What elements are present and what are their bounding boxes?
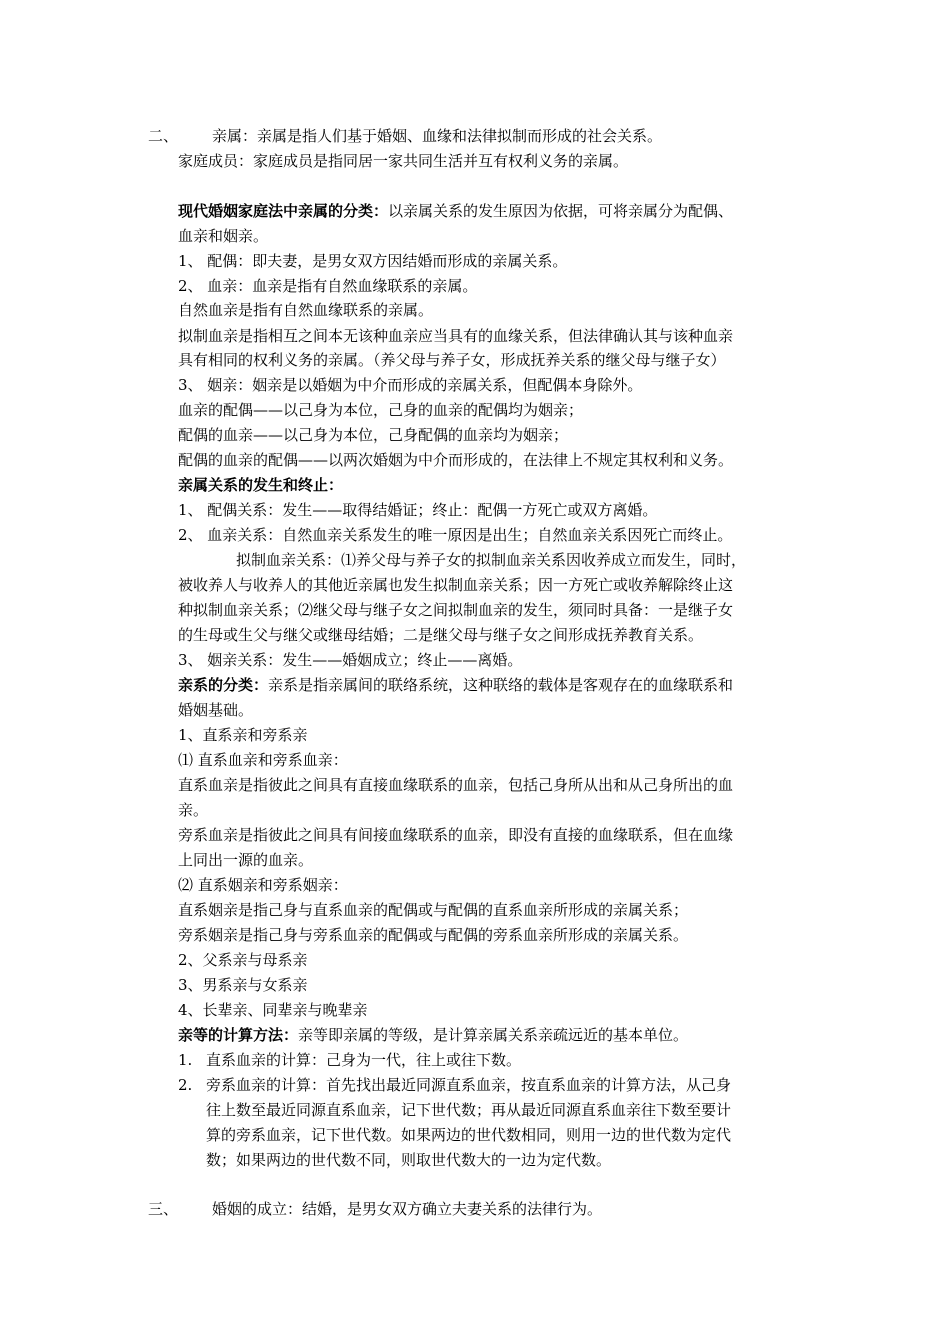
inlaw-type-c: 配偶的血亲的配偶——以两次婚姻为中介而形成的，在法律上不规定其权利和义务。 <box>178 451 734 469</box>
kinship-text-cont: 婚姻基础。 <box>178 701 254 719</box>
classification-text: 以亲属关系的发生原因为依据，可将亲属分为配偶、 <box>388 202 734 220</box>
occurrence-fictive-blood-cont-1: 被收养人与收养人的其他近亲属也发生拟制血亲关系；因一方死亡或收养解除终止这 <box>178 576 734 594</box>
section-3-number: 三、 <box>148 1200 179 1218</box>
kinship-heading: 亲系的分类： <box>178 676 269 694</box>
degree-paragraph <box>178 1023 688 1047</box>
section-2-number: 二、 <box>148 127 179 145</box>
degree-item-2-text: 旁系血亲的计算：首先找出最近同源直系血亲，按直系血亲的计算方法，从己身 <box>206 1076 732 1094</box>
kinship-item-1a: ⑴ 直系血亲和旁系血亲： <box>178 751 348 769</box>
fictive-blood-definition: 拟制血亲是指相互之间本无该种血亲应当具有的血缘关系，但法律确认其与该种血亲 <box>178 327 734 345</box>
family-member-definition: 家庭成员：家庭成员是指同居一家共同生活并互有权利义务的亲属。 <box>178 152 629 170</box>
direct-inlaw-definition: 直系姻亲是指己身与直系血亲的配偶或与配偶的直系血亲所形成的亲属关系； <box>178 901 689 919</box>
occurrence-heading: 亲属关系的发生和终止： <box>178 476 344 494</box>
inlaw-type-b: 配偶的血亲——以己身为本位，己身配偶的血亲均为姻亲； <box>178 426 569 444</box>
degree-heading: 亲等的计算方法： <box>178 1026 299 1044</box>
occurrence-fictive-blood: 拟制血亲关系：⑴养父母与养子女的拟制血亲关系因收养成立而发生，同时， <box>236 551 747 569</box>
degree-item-2-number: 2. <box>178 1076 193 1094</box>
fictive-blood-definition-cont: 具有相同的权利义务的亲属。（养父母与养子女，形成抚养关系的继父母与继子女） <box>178 351 726 369</box>
kinship-item-1: 1、直系亲和旁系亲 <box>178 726 308 744</box>
list-item-spouse: 1、 配偶：即夫妻，是男女双方因结婚而形成的亲属关系。 <box>178 252 568 270</box>
kinship-item-4: 4、长辈亲、同辈亲与晚辈亲 <box>178 1001 368 1019</box>
occurrence-inlaw: 3、 姻亲关系：发生——婚姻成立；终止——离婚。 <box>178 651 523 669</box>
collateral-blood-definition-cont: 上同出一源的血亲。 <box>178 851 314 869</box>
classification-heading: 现代婚姻家庭法中亲属的分类： <box>178 202 389 220</box>
natural-blood-definition: 自然血亲是指有自然血缘联系的亲属。 <box>178 301 434 319</box>
direct-blood-definition-cont: 亲。 <box>178 801 209 819</box>
occurrence-fictive-blood-cont-3: 的生母或生父与继父或继母结婚；二是继父母与继子女之间形成抚养教育关系。 <box>178 626 704 644</box>
classification-text-cont: 血亲和姻亲。 <box>178 227 269 245</box>
degree-item-1-number: 1. <box>178 1051 193 1069</box>
section-2-title: 亲属：亲属是指人们基于婚姻、血缘和法律拟制而形成的社会关系。 <box>212 127 663 145</box>
kinship-paragraph <box>178 673 733 697</box>
classification-paragraph <box>178 199 733 223</box>
degree-text: 亲等即亲属的等级，是计算亲属关系亲疏远近的基本单位。 <box>298 1026 689 1044</box>
degree-item-1-text: 直系血亲的计算：己身为一代，往上或往下数。 <box>206 1051 522 1069</box>
degree-item-2-text-cont-1: 往上数至最近同源直系血亲，记下世代数；再从最近同源直系血亲往下数至要计 <box>206 1101 732 1119</box>
section-3-title: 婚姻的成立：结婚，是男女双方确立夫妻关系的法律行为。 <box>212 1200 603 1218</box>
collateral-inlaw-definition: 旁系姻亲是指己身与旁系血亲的配偶或与配偶的旁系血亲所形成的亲属关系。 <box>178 926 689 944</box>
collateral-blood-definition: 旁系血亲是指彼此之间具有间接血缘联系的血亲，即没有直接的血缘联系，但在血缘 <box>178 826 734 844</box>
kinship-item-3: 3、男系亲与女系亲 <box>178 976 308 994</box>
degree-item-2-text-cont-2: 算的旁系血亲，记下世代数。如果两边的世代数相同，则用一边的世代数为定代 <box>206 1126 732 1144</box>
inlaw-type-a: 血亲的配偶——以己身为本位，己身的血亲的配偶均为姻亲； <box>178 401 584 419</box>
occurrence-blood: 2、 血亲关系：自然血亲关系发生的唯一原因是出生；自然血亲关系因死亡而终止。 <box>178 526 733 544</box>
list-item-blood: 2、 血亲：血亲是指有自然血缘联系的亲属。 <box>178 277 478 295</box>
occurrence-fictive-blood-cont-2: 种拟制血亲关系；⑵继父母与继子女之间拟制血亲的发生，须同时具备：一是继子女 <box>178 601 734 619</box>
kinship-text: 亲系是指亲属间的联络系统，这种联络的载体是客观存在的血缘联系和 <box>268 676 734 694</box>
list-item-inlaw: 3、 姻亲：姻亲是以婚姻为中介而形成的亲属关系，但配偶本身除外。 <box>178 376 643 394</box>
kinship-item-2: 2、父系亲与母系亲 <box>178 951 308 969</box>
kinship-item-1b: ⑵ 直系姻亲和旁系姻亲： <box>178 876 348 894</box>
direct-blood-definition: 直系血亲是指彼此之间具有直接血缘联系的血亲，包括己身所从出和从己身所出的血 <box>178 776 734 794</box>
occurrence-spouse: 1、 配偶关系：发生——取得结婚证；终止：配偶一方死亡或双方离婚。 <box>178 501 658 519</box>
degree-item-2-text-cont-3: 数；如果两边的世代数不同，则取世代数大的一边为定代数。 <box>206 1151 612 1169</box>
